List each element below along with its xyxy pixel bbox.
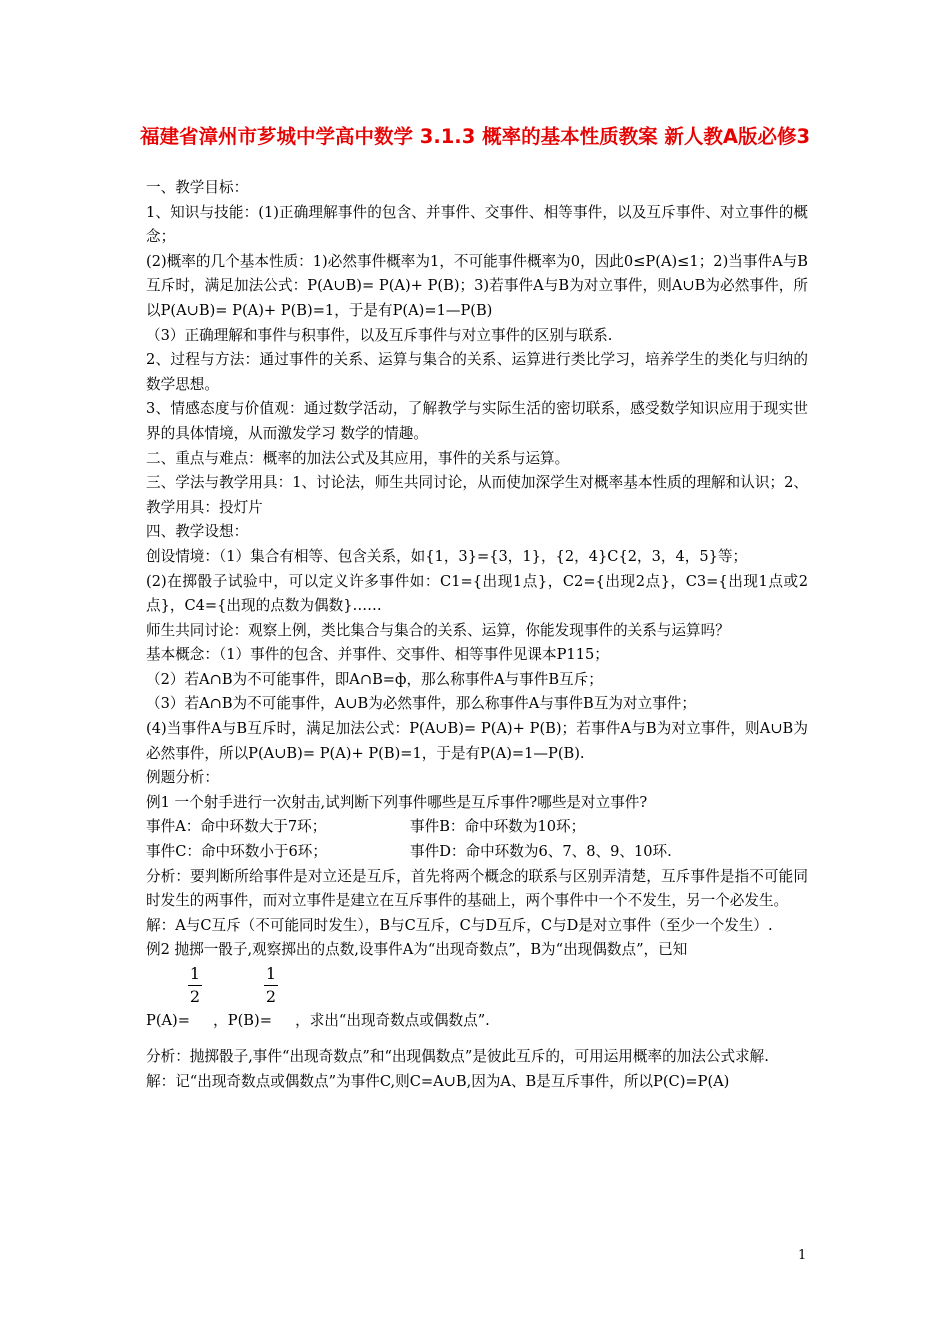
fraction-numerator: 1: [189, 964, 201, 983]
event-row: [146, 815, 808, 840]
event-a: 事件A：命中环数大于7环；: [146, 818, 327, 836]
paragraph: 分析：抛掷骰子,事件“出现奇数点”和“出现偶数点”是彼此互斥的，可用运用概率的加法公式求解.: [146, 1048, 769, 1065]
paragraph: 二、重点与难点：概率的加法公式及其应用，事件的关系与运算。: [146, 449, 570, 467]
event-row: [146, 840, 808, 865]
paragraph: 四、教学设想：: [146, 523, 249, 541]
paragraph: 解：记“出现奇数点或偶数点”为事件C,则C=A∪B,因为A、B是互斥事件，所以P(C)=P(A): [146, 1072, 730, 1090]
paragraph: (4)当事件A与B互斥时，满足加法公式：P(A∪B)= P(A)+ P(B)；若事件A与B为对立事件，则A∪B为必然事件，所以P(A∪B)= P(A)+ P(B)=1，于是有P(A)=1—P(B).: [146, 720, 808, 762]
fraction-denominator: 2: [265, 987, 277, 1006]
paragraph: 创设情境：（1）集合有相等、包含关系，如{1，3}={3，1}，{2，4}C{2，3，4，5}等；: [146, 547, 748, 565]
paragraph: 一、教学目标：: [146, 179, 249, 196]
paragraph: （3）若A∩B为不可能事件，A∪B为必然事件，那么称事件A与事件B互为对立事件；: [146, 695, 696, 713]
paragraph: (2)在掷骰子试验中，可以定义许多事件如：C1={出现1点}，C2={出现2点}，C3={出现1点或2点}，C4={出现的点数为偶数}……: [146, 572, 808, 615]
fraction-pb: [264, 963, 278, 1008]
paragraph: （2）若A∩B为不可能事件，即A∩B=ф，那么称事件A与事件B互斥；: [146, 670, 603, 688]
event-c: 事件C：命中环数小于6环；: [146, 843, 327, 861]
paragraph: 例题分析：: [146, 769, 219, 787]
paragraph: 分析：要判断所给事件是对立还是互斥，首先将两个概念的联系与区别弄清楚，互斥事件是指不可能同时发生的两事件，而对立事件是建立在互斥事件的基础上，两个事件中一个不发生，另一个必发生。: [146, 867, 808, 910]
paragraph: 师生共同讨论：观察上例，类比集合与集合的关系、运算，你能发现事件的关系与运算吗？: [146, 621, 730, 639]
fraction-pa: [188, 963, 202, 1008]
paragraph: 解：A与C互斥（不可能同时发生），B与C互斥，C与D互斥，C与D是对立事件（至少一个发生）.: [146, 916, 773, 934]
fraction-text: P(A)= ，P(B)= ，求出“出现奇数点或偶数点”.: [146, 1012, 490, 1029]
fraction-numerator: 1: [265, 964, 277, 983]
document-body: [146, 176, 808, 1094]
paragraph: 3、情感态度与价值观：通过数学活动，了解教学与实际生活的密切联系，感受数学知识应用于现实世界的具体情境，从而激发学习 数学的情趣。: [146, 400, 808, 442]
paragraph: 例2 抛掷一骰子,观察掷出的点数,设事件A为“出现奇数点”，B为“出现偶数点”，已知: [146, 941, 688, 959]
paragraph: 例1 一个射手进行一次射击,试判断下列事件哪些是互斥事件?哪些是对立事件?: [146, 793, 648, 811]
fraction-line: [146, 963, 808, 1033]
paragraph: 三、学法与教学用具：1、讨论法，师生共同讨论，从而使加深学生对概率基本性质的理解和认识；2、教学用具：投灯片: [146, 474, 808, 516]
paragraph: （3）正确理解和事件与积事件，以及互斥事件与对立事件的区别与联系.: [146, 326, 613, 344]
event-b: 事件B：命中环数为10环；: [410, 818, 586, 836]
paragraph: 基本概念：（1）事件的包含、并事件、交事件、相等事件见课本P115；: [146, 646, 609, 664]
document-title: 福建省漳州市芗城中学高中数学 3.1.3 概率的基本性质教案 新人教A版必修3: [139, 125, 811, 148]
paragraph: 2、过程与方法：通过事件的关系、运算与集合的关系、运算进行类比学习，培养学生的类化与归纳的数学思想。: [146, 351, 808, 393]
fraction-denominator: 2: [189, 987, 201, 1006]
paragraph: 1、知识与技能：(1)正确理解事件的包含、并事件、交事件、相等事件，以及互斥事件、对立事件的概念；: [146, 203, 808, 246]
paragraph: (2)概率的几个基本性质：1)必然事件概率为1，不可能事件概率为0，因此0≤P(A)≤1；2)当事件A与B互斥时，满足加法公式：P(A∪B)= P(A)+ P(B)；3)若事件A与B为对立事件，则A∪B为必然事件，所以P(A∪B)= P(A)+ P(B)=1，于是有P(A)=1—P(B): [146, 252, 808, 319]
event-d: 事件D：命中环数为6、7、8、9、10环.: [410, 843, 672, 861]
page-number: 1: [798, 1248, 807, 1263]
